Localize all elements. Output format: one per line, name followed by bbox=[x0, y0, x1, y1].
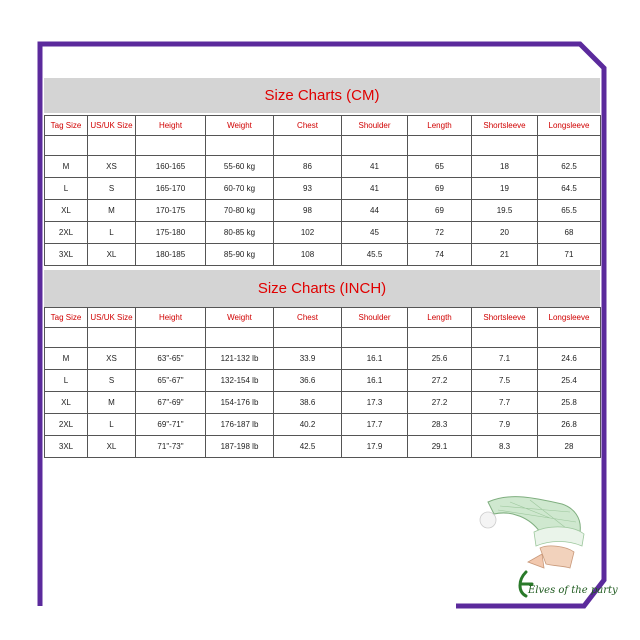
table-cell: L bbox=[88, 222, 136, 244]
table-cell: 3XL bbox=[45, 244, 88, 266]
spacer-cell bbox=[45, 136, 88, 156]
table-row bbox=[45, 222, 601, 244]
table-cell: 69 bbox=[408, 200, 472, 222]
table-cell: 170-175 bbox=[136, 200, 206, 222]
table-cell: 16.1 bbox=[342, 370, 408, 392]
table-cell: 176-187 lb bbox=[206, 414, 274, 436]
table-cell: L bbox=[88, 414, 136, 436]
table-cell: XL bbox=[45, 392, 88, 414]
spacer-cell bbox=[342, 328, 408, 348]
column-header: Shoulder bbox=[342, 116, 408, 136]
table-cell: 7.5 bbox=[472, 370, 538, 392]
table-cell: 2XL bbox=[45, 414, 88, 436]
spacer-cell bbox=[88, 328, 136, 348]
table-cell: 36.6 bbox=[274, 370, 342, 392]
table-cell: 85-90 kg bbox=[206, 244, 274, 266]
table-row bbox=[45, 392, 601, 414]
table-cell: 25.8 bbox=[538, 392, 601, 414]
inch-size-table bbox=[44, 307, 601, 458]
table-cell: 71"-73" bbox=[136, 436, 206, 458]
table-cell: 29.1 bbox=[408, 436, 472, 458]
spacer-row bbox=[45, 136, 601, 156]
spacer-cell bbox=[45, 328, 88, 348]
cm-chart-title: Size Charts (CM) bbox=[44, 78, 600, 113]
table-cell: 74 bbox=[408, 244, 472, 266]
table-cell: 25.6 bbox=[408, 348, 472, 370]
table-cell: XS bbox=[88, 348, 136, 370]
table-cell: L bbox=[45, 178, 88, 200]
table-cell: M bbox=[45, 156, 88, 178]
inch-chart-title: Size Charts (INCH) bbox=[44, 270, 600, 307]
table-cell: 28.3 bbox=[408, 414, 472, 436]
spacer-cell bbox=[408, 328, 472, 348]
column-header: Weight bbox=[206, 308, 274, 328]
table-cell: 45 bbox=[342, 222, 408, 244]
column-header: Height bbox=[136, 116, 206, 136]
table-cell: 16.1 bbox=[342, 348, 408, 370]
spacer-cell bbox=[472, 328, 538, 348]
table-cell: 21 bbox=[472, 244, 538, 266]
table-cell: 65"-67" bbox=[136, 370, 206, 392]
table-cell: 65 bbox=[408, 156, 472, 178]
table-cell: 17.3 bbox=[342, 392, 408, 414]
spacer-cell bbox=[274, 328, 342, 348]
header-row bbox=[45, 308, 601, 328]
table-cell: 38.6 bbox=[274, 392, 342, 414]
table-cell: 28 bbox=[538, 436, 601, 458]
table-cell: 27.2 bbox=[408, 370, 472, 392]
spacer-cell bbox=[538, 328, 601, 348]
table-cell: 8.3 bbox=[472, 436, 538, 458]
column-header: Longsleeve bbox=[538, 308, 601, 328]
column-header: Longsleeve bbox=[538, 116, 601, 136]
table-cell: 70-80 kg bbox=[206, 200, 274, 222]
table-cell: M bbox=[88, 392, 136, 414]
table-cell: XL bbox=[45, 200, 88, 222]
table-cell: 72 bbox=[408, 222, 472, 244]
table-cell: 45.5 bbox=[342, 244, 408, 266]
column-header: Shortsleeve bbox=[472, 116, 538, 136]
table-cell: 2XL bbox=[45, 222, 88, 244]
table-cell: 71 bbox=[538, 244, 601, 266]
table-cell: 63"-65" bbox=[136, 348, 206, 370]
spacer-cell bbox=[538, 136, 601, 156]
table-cell: 18 bbox=[472, 156, 538, 178]
spacer-cell bbox=[274, 136, 342, 156]
table-cell: 7.7 bbox=[472, 392, 538, 414]
table-cell: 187-198 lb bbox=[206, 436, 274, 458]
column-header: Length bbox=[408, 116, 472, 136]
table-cell: 19 bbox=[472, 178, 538, 200]
table-row bbox=[45, 370, 601, 392]
logo-text: Elves of the party bbox=[528, 585, 618, 596]
table-cell: 93 bbox=[274, 178, 342, 200]
table-cell: 160-165 bbox=[136, 156, 206, 178]
table-cell: 25.4 bbox=[538, 370, 601, 392]
cm-table-body bbox=[45, 116, 601, 266]
column-header: Shortsleeve bbox=[472, 308, 538, 328]
table-cell: 108 bbox=[274, 244, 342, 266]
table-row bbox=[45, 436, 601, 458]
table-cell: XL bbox=[88, 436, 136, 458]
table-cell: 62.5 bbox=[538, 156, 601, 178]
table-cell: 154-176 lb bbox=[206, 392, 274, 414]
table-cell: 7.9 bbox=[472, 414, 538, 436]
table-cell: XS bbox=[88, 156, 136, 178]
table-row bbox=[45, 414, 601, 436]
table-cell: M bbox=[45, 348, 88, 370]
table-cell: 121-132 lb bbox=[206, 348, 274, 370]
column-header: Shoulder bbox=[342, 308, 408, 328]
table-cell: 69"-71" bbox=[136, 414, 206, 436]
column-header: US/UK Size bbox=[88, 308, 136, 328]
spacer-cell bbox=[408, 136, 472, 156]
table-cell: 98 bbox=[274, 200, 342, 222]
table-cell: S bbox=[88, 178, 136, 200]
table-cell: 68 bbox=[538, 222, 601, 244]
table-cell: 26.8 bbox=[538, 414, 601, 436]
column-header: Chest bbox=[274, 308, 342, 328]
spacer-cell bbox=[472, 136, 538, 156]
table-cell: 80-85 kg bbox=[206, 222, 274, 244]
table-row bbox=[45, 178, 601, 200]
cm-size-table bbox=[44, 115, 601, 266]
table-cell: 19.5 bbox=[472, 200, 538, 222]
spacer-cell bbox=[136, 136, 206, 156]
column-header: Weight bbox=[206, 116, 274, 136]
table-cell: M bbox=[88, 200, 136, 222]
table-cell: 41 bbox=[342, 156, 408, 178]
table-cell: 7.1 bbox=[472, 348, 538, 370]
table-cell: S bbox=[88, 370, 136, 392]
spacer-row bbox=[45, 328, 601, 348]
table-cell: 33.9 bbox=[274, 348, 342, 370]
spacer-cell bbox=[136, 328, 206, 348]
table-row bbox=[45, 156, 601, 178]
table-cell: 17.9 bbox=[342, 436, 408, 458]
table-row bbox=[45, 348, 601, 370]
table-cell: 41 bbox=[342, 178, 408, 200]
table-cell: 67"-69" bbox=[136, 392, 206, 414]
table-cell: 55-60 kg bbox=[206, 156, 274, 178]
column-header: Length bbox=[408, 308, 472, 328]
table-cell: 27.2 bbox=[408, 392, 472, 414]
table-cell: 69 bbox=[408, 178, 472, 200]
table-cell: XL bbox=[88, 244, 136, 266]
column-header: Tag Size bbox=[45, 308, 88, 328]
inch-table-body bbox=[45, 308, 601, 458]
table-cell: 165-170 bbox=[136, 178, 206, 200]
table-cell: 3XL bbox=[45, 436, 88, 458]
table-row bbox=[45, 244, 601, 266]
table-cell: 17.7 bbox=[342, 414, 408, 436]
table-cell: 102 bbox=[274, 222, 342, 244]
table-cell: 86 bbox=[274, 156, 342, 178]
table-cell: 180-185 bbox=[136, 244, 206, 266]
table-cell: 175-180 bbox=[136, 222, 206, 244]
table-cell: L bbox=[45, 370, 88, 392]
column-header: Height bbox=[136, 308, 206, 328]
spacer-cell bbox=[342, 136, 408, 156]
spacer-cell bbox=[206, 328, 274, 348]
column-header: US/UK Size bbox=[88, 116, 136, 136]
column-header: Tag Size bbox=[45, 116, 88, 136]
table-cell: 42.5 bbox=[274, 436, 342, 458]
header-row bbox=[45, 116, 601, 136]
table-cell: 20 bbox=[472, 222, 538, 244]
table-cell: 65.5 bbox=[538, 200, 601, 222]
table-cell: 40.2 bbox=[274, 414, 342, 436]
spacer-cell bbox=[206, 136, 274, 156]
table-cell: 64.5 bbox=[538, 178, 601, 200]
spacer-cell bbox=[88, 136, 136, 156]
table-cell: 132-154 lb bbox=[206, 370, 274, 392]
table-cell: 44 bbox=[342, 200, 408, 222]
table-cell: 24.6 bbox=[538, 348, 601, 370]
table-cell: 60-70 kg bbox=[206, 178, 274, 200]
table-row bbox=[45, 200, 601, 222]
column-header: Chest bbox=[274, 116, 342, 136]
